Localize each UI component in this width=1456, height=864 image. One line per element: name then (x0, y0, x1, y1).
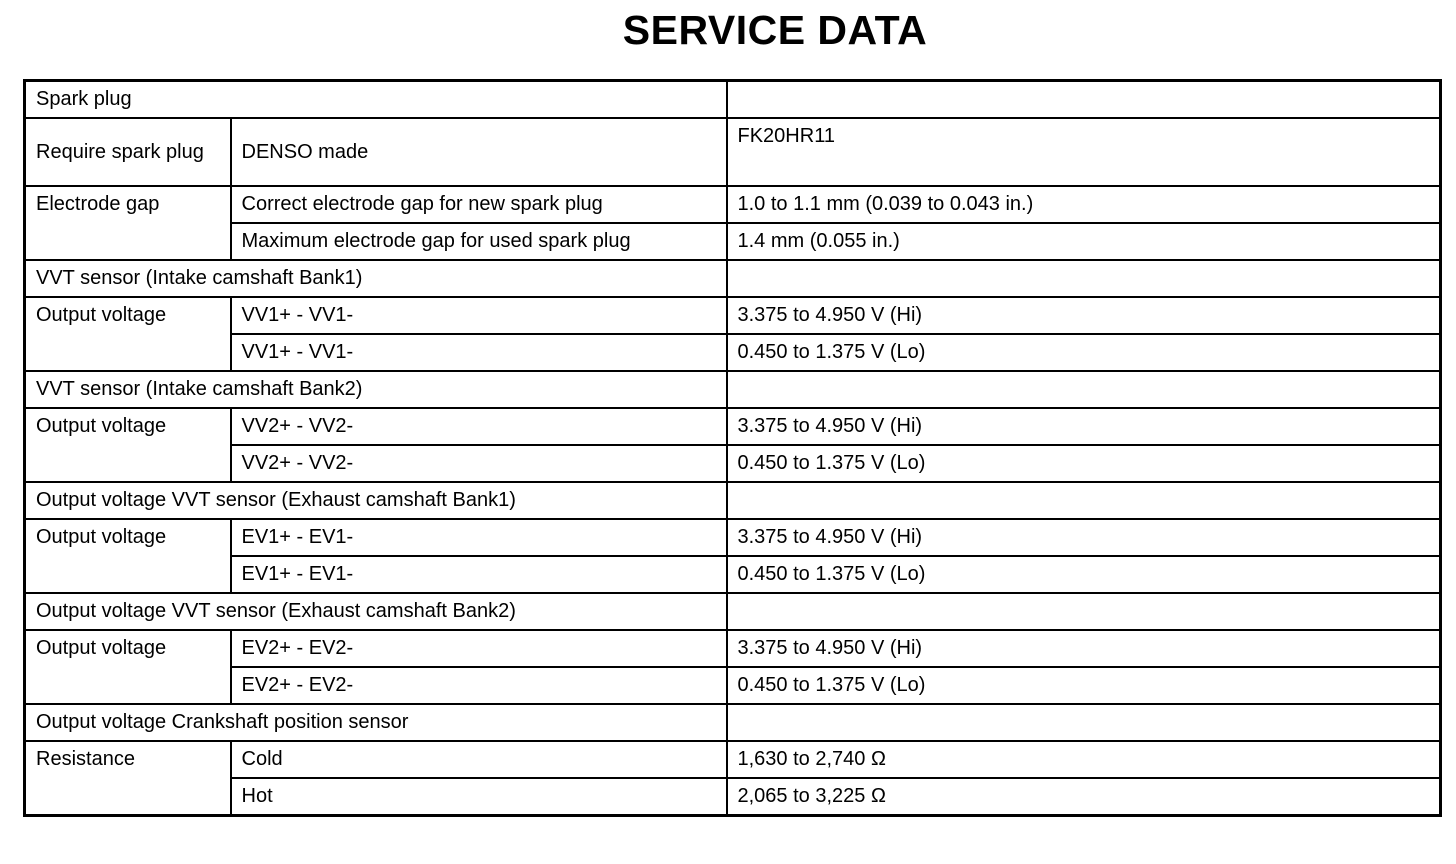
terminal-label: VV1+ - VV1- (231, 297, 727, 334)
table-row (25, 482, 1441, 519)
output-voltage-label: Output voltage (25, 408, 231, 482)
resistance-value: 1,630 to 2,740 Ω (727, 741, 1441, 778)
table-row (25, 519, 1441, 556)
section-heading-vvt-intake-bank1: VVT sensor (Intake camshaft Bank1) (25, 260, 727, 297)
voltage-value: 0.450 to 1.375 V (Lo) (727, 556, 1441, 593)
table-row (25, 118, 1441, 186)
voltage-value: 3.375 to 4.950 V (Hi) (727, 630, 1441, 667)
table-row (25, 704, 1441, 741)
voltage-value: 3.375 to 4.950 V (Hi) (727, 408, 1441, 445)
terminal-label: EV2+ - EV2- (231, 630, 727, 667)
terminal-label: EV1+ - EV1- (231, 556, 727, 593)
table-row (25, 297, 1441, 334)
table-row (25, 186, 1441, 223)
empty-cell (727, 371, 1441, 408)
output-voltage-label: Output voltage (25, 519, 231, 593)
section-heading-spark-plug: Spark plug (25, 81, 727, 119)
section-heading-vvt-exhaust-bank1: Output voltage VVT sensor (Exhaust camshaft Bank1) (25, 482, 727, 519)
voltage-value: 0.450 to 1.375 V (Lo) (727, 334, 1441, 371)
table-row (25, 445, 1441, 482)
electrode-gap-label: Electrode gap (25, 186, 231, 260)
section-heading-crankshaft-sensor: Output voltage Crankshaft position sensor (25, 704, 727, 741)
empty-cell (727, 482, 1441, 519)
empty-cell (727, 81, 1441, 119)
page-title: SERVICE DATA (622, 7, 928, 53)
voltage-value: 3.375 to 4.950 V (Hi) (727, 519, 1441, 556)
empty-cell (727, 704, 1441, 741)
require-spark-plug-label: Require spark plug (25, 118, 231, 186)
voltage-value: 0.450 to 1.375 V (Lo) (727, 445, 1441, 482)
spark-plug-maker: DENSO made (231, 118, 727, 186)
output-voltage-label: Output voltage (25, 630, 231, 704)
resistance-label: Resistance (25, 741, 231, 816)
table-row (25, 667, 1441, 704)
table-row (25, 556, 1441, 593)
gap-used-value: 1.4 mm (0.055 in.) (727, 223, 1441, 260)
table-row (25, 778, 1441, 816)
table-row (25, 630, 1441, 667)
section-heading-vvt-exhaust-bank2: Output voltage VVT sensor (Exhaust camshaft Bank2) (25, 593, 727, 630)
table-row (25, 334, 1441, 371)
gap-new-label: Correct electrode gap for new spark plug (231, 186, 727, 223)
table-row (25, 223, 1441, 260)
voltage-value: 3.375 to 4.950 V (Hi) (727, 297, 1441, 334)
table-row (25, 741, 1441, 778)
table-row (25, 408, 1441, 445)
gap-used-label: Maximum electrode gap for used spark plug (231, 223, 727, 260)
terminal-label: VV2+ - VV2- (231, 408, 727, 445)
condition-label: Hot (231, 778, 727, 816)
empty-cell (727, 260, 1441, 297)
output-voltage-label: Output voltage (25, 297, 231, 371)
table-row (25, 593, 1441, 630)
condition-label: Cold (231, 741, 727, 778)
empty-cell (727, 593, 1441, 630)
terminal-label: EV2+ - EV2- (231, 667, 727, 704)
spark-plug-model-value: FK20HR11 (727, 118, 1441, 186)
terminal-label: EV1+ - EV1- (231, 519, 727, 556)
table-row (25, 260, 1441, 297)
gap-new-value: 1.0 to 1.1 mm (0.039 to 0.043 in.) (727, 186, 1441, 223)
table-row (25, 81, 1441, 119)
resistance-value: 2,065 to 3,225 Ω (727, 778, 1441, 816)
table-row (25, 371, 1441, 408)
voltage-value: 0.450 to 1.375 V (Lo) (727, 667, 1441, 704)
service-data-table (23, 79, 1442, 817)
terminal-label: VV2+ - VV2- (231, 445, 727, 482)
terminal-label: VV1+ - VV1- (231, 334, 727, 371)
section-heading-vvt-intake-bank2: VVT sensor (Intake camshaft Bank2) (25, 371, 727, 408)
